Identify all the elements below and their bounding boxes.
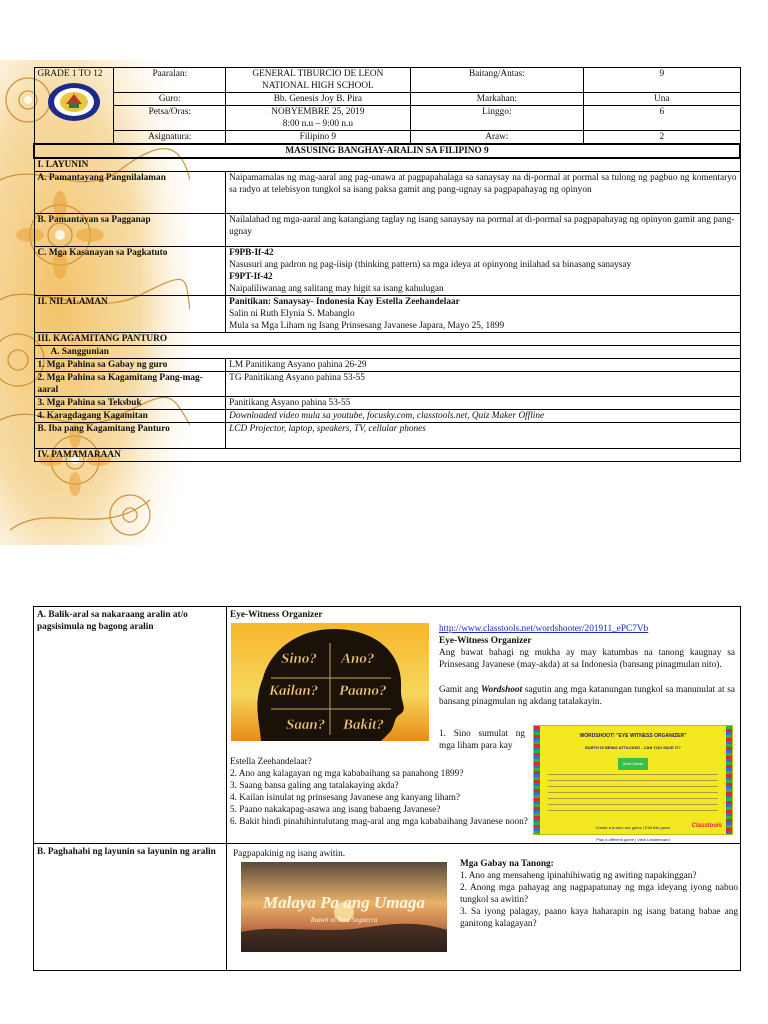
section-layunin: I. LAYUNIN (34, 158, 740, 172)
kagamitang-panturo-label: III. KAGAMITANG PANTURO (34, 333, 740, 346)
word-saan: Saan? (286, 717, 326, 733)
quarter-value: Una (584, 93, 740, 106)
game-start-button[interactable]: Start Game (618, 758, 648, 770)
grade-level-value: 9 (584, 68, 740, 93)
question-1-part: 1. Sino sumulat ng mga liham para kay (439, 729, 525, 751)
lesson-plan-page-2 (33, 606, 741, 979)
pamantayang-pangnilalaman-label: A. Pamantayang Pangnilalaman (34, 172, 226, 214)
organizer-heading-2: Eye-Witness Organizer (439, 636, 532, 646)
competency-text-1: Nasusuri ang padron ng pag-iisip (thinking pattern) sa mga ideya at opinyong inilahad sa binasang sanaysay (229, 260, 632, 270)
nilalaman-panitikan: Panitikan: Sanaysay- Indonesia Kay Estella Zeehandelaar (229, 297, 460, 307)
teacher-value: Bb. Genesis Joy B. Pira (226, 93, 410, 106)
grade-label: GRADE 1 TO 12 (37, 69, 103, 79)
ref-4-value: Downloaded video mula sa youtube, focusky.com, classtools.net, Quiz Maker Offline (226, 410, 740, 423)
wordshoot-game-screenshot (533, 725, 733, 842)
word-sino: Sino? (281, 651, 317, 667)
guide-question-1: 1. Ano ang mensaheng ipinahihiwatig ng awiting napakinggan? (460, 871, 697, 881)
question-3: 3. Saang bansa galing ang tatalakaying akda? (230, 781, 399, 791)
date-label: Petsa/Oras: (114, 106, 226, 131)
organizer-heading: Eye-Witness Organizer (230, 610, 323, 620)
ref-2-label: 2. Mga Pahina sa Kagamitang Pang-mag-aaral (34, 372, 226, 397)
week-label: Linggo: (410, 106, 583, 131)
lesson-plan-table (33, 67, 741, 462)
word-bakit: Bakit? (343, 717, 384, 733)
ref-5-label: B. Iba pang Kagamitang Panturo (34, 423, 226, 449)
pamantayan-sa-pagganap-value: Nailalahad ng mga-aaral ang katangiang taglay ng isang sanaysay na pormal at di-pormal sa pagpapahayag ng opinyon gamit ang pang-ugnay (226, 214, 740, 247)
word-paano: Paano? (339, 683, 387, 699)
document-title: MASUSING BANGHAY-ARALIN SA FILIPINO 9 (34, 144, 740, 158)
date-value (226, 106, 410, 131)
game-stripe-right (726, 726, 732, 834)
organizer-description: Ang bawat bahagi ng mukha ay may katumbas na tanong kaugnay sa Prinsesang Javanese (may-akda) at sa Indonesia (bansang pinagmulan nito). (439, 648, 735, 670)
question-4: 4. Kailan isinulat ng prinsesang Javanese ang kanyang liham? (230, 793, 461, 803)
school-label: Paaralan: (114, 68, 226, 93)
game-stripe-left (534, 726, 540, 834)
nilalaman-mula: Mula sa Mga Liham ng Isang Prinsesang Javanese Japara, Mayo 25, 1899 (229, 321, 505, 331)
time-line: 8:00 n.u – 9:00 n.u (282, 119, 353, 129)
question-2: 2. Ano ang kalagayan ng mga kababaihang sa panahong 1899? (230, 769, 464, 779)
wordshoot-instructions (439, 684, 735, 708)
instr-post: sagutin ang mga katanungan tungkol sa manunulat at sa bansang pinagmulan ng akdang tatalakayin. (439, 685, 735, 707)
competency-code-1: F9PB-If-42 (229, 248, 274, 258)
balik-aral-label: A. Balik-aral sa nakaraang aralin at/o pagsisimula ng bagong aralin (34, 607, 227, 844)
song-video-thumbnail (241, 862, 447, 952)
instr-wordshoot: Wordshoot (480, 685, 523, 695)
word-ano: Ano? (341, 651, 375, 667)
guide-question-3: 3. Sa iyong palagay, paano kaya haharapin ng isang batang babae ang ganitong kalagayan? (460, 907, 738, 929)
subject-value: Filipino 9 (226, 131, 410, 145)
pamamaraan-label: IV. PAMAMARAAN (34, 449, 740, 462)
song-intro: Pagpapakinig ng isang awitin. (233, 849, 346, 859)
question-1-rest: Estella Zeehandelaar? (230, 757, 312, 767)
nilalaman-value (226, 296, 740, 333)
guide-question-2: 2. Anong mga pahayag ang nagpapatunay ng mga ideyang iyong nabuo tungkol sa awitin? (460, 883, 738, 905)
word-kailan: Kailan? (269, 683, 319, 699)
ref-3-label: 3. Mga Pahina sa Teksbuk (34, 397, 226, 410)
ref-3-value: Panitikang Asyano pahina 53-55 (226, 397, 740, 410)
week-value: 6 (584, 106, 740, 131)
lesson-plan-page-1 (0, 60, 768, 545)
pamantayang-pangnilalaman-value: Naipamamalas ng mag-aaral ang pag-unawa at pagpapahalaga sa sanaysay na di-pormal at pormal sa tulong ng pagbuo ng komentaryo sa radyo at telebisyon tungkol sa isang paksa gamit ang pang-ugnay sa pagpapahayag ng opinyon (226, 172, 740, 214)
eye-witness-organizer-image (231, 623, 429, 741)
ref-1-label: 1. Mga Pahina sa Gabay ng guro (34, 359, 226, 372)
procedure-table (33, 606, 741, 971)
competency-code-2: F9PT-If-42 (229, 272, 273, 282)
paghahabi-label: B. Paghahabi ng layunin sa layunin ng aralin (34, 844, 227, 971)
teacher-label: Guro: (114, 93, 226, 106)
kasanayan-label: C. Mga Kasanayan sa Pagkatuto (34, 247, 226, 296)
game-subtitle: EARTH IS BEING ATTACKED - CAN YOU SAVE IT? (585, 745, 681, 750)
day-value: 2 (584, 131, 740, 145)
school-seal-icon (46, 82, 102, 122)
kasanayan-value (226, 247, 740, 296)
ref-4-label: 4. Karagdagang Kagamitan (34, 410, 226, 423)
grade-level-label: Baitang/Antas: (410, 68, 583, 93)
date-line: NOBYEMBRE 25, 2019 (271, 107, 365, 117)
guide-questions-title: Mga Gabay na Tanong: (460, 859, 554, 869)
quarter-label: Markahan: (410, 93, 583, 106)
song-title: Malaya Pa ang Umaga (263, 893, 425, 912)
song-artist: Inawit ni Aiza Seguerra (310, 916, 378, 924)
game-footer-2: Play a different game | View Leaderboard (596, 837, 670, 842)
school-value (226, 68, 410, 93)
game-footer-1: Create a brand new game | Edit this game (595, 825, 671, 830)
question-6: 6. Bakit hindi pinahihintulutang mag-aral ang mga kababaihang Javanese noon? (230, 817, 528, 827)
pamantayan-sa-pagganap-label: B. Pamantayan sa Pagganap (34, 214, 226, 247)
balik-aral-content (227, 607, 741, 844)
competency-text-2: Naipaliliwanag ang salitang may higit sa isang kahulugan (229, 284, 444, 294)
school-name-line-1: GENERAL TIBURCIO DE LEON (252, 69, 384, 79)
classtools-brand: Classtools (691, 823, 722, 829)
instr-pre: Gamit ang (439, 685, 481, 695)
day-label: Araw: (410, 131, 583, 145)
question-5: 5. Paano nakakapag-asawa ang isang babaeng Javanese? (230, 805, 441, 815)
subject-label: Asignatura: (114, 131, 226, 145)
nilalaman-salin: Salin ni Ruth Elynia S. Mabanglo (229, 309, 355, 319)
classtools-link[interactable]: http://www.classtools.net/wordshooter/201911_ePC7Vb (439, 624, 649, 634)
ref-5-value: LCD Projector, laptop, speakers, TV, cellular phones (226, 423, 740, 449)
grade-cell (34, 68, 114, 145)
game-title: WORDSHOOT! "EYE WITNESS ORGANIZER" (579, 733, 687, 739)
school-name-line-2: NATIONAL HIGH SCHOOL (262, 81, 374, 91)
ref-2-value: TG Panitikang Asyano pahina 53-55 (226, 372, 740, 397)
game-text-lines (548, 774, 718, 816)
nilalaman-label: II. NILALAMAN (34, 296, 226, 333)
ref-1-value: LM Panitikang Asyano pahina 26-29 (226, 359, 740, 372)
paghahabi-content (227, 844, 741, 971)
sanggunian-label: A. Sanggunian (34, 346, 740, 359)
